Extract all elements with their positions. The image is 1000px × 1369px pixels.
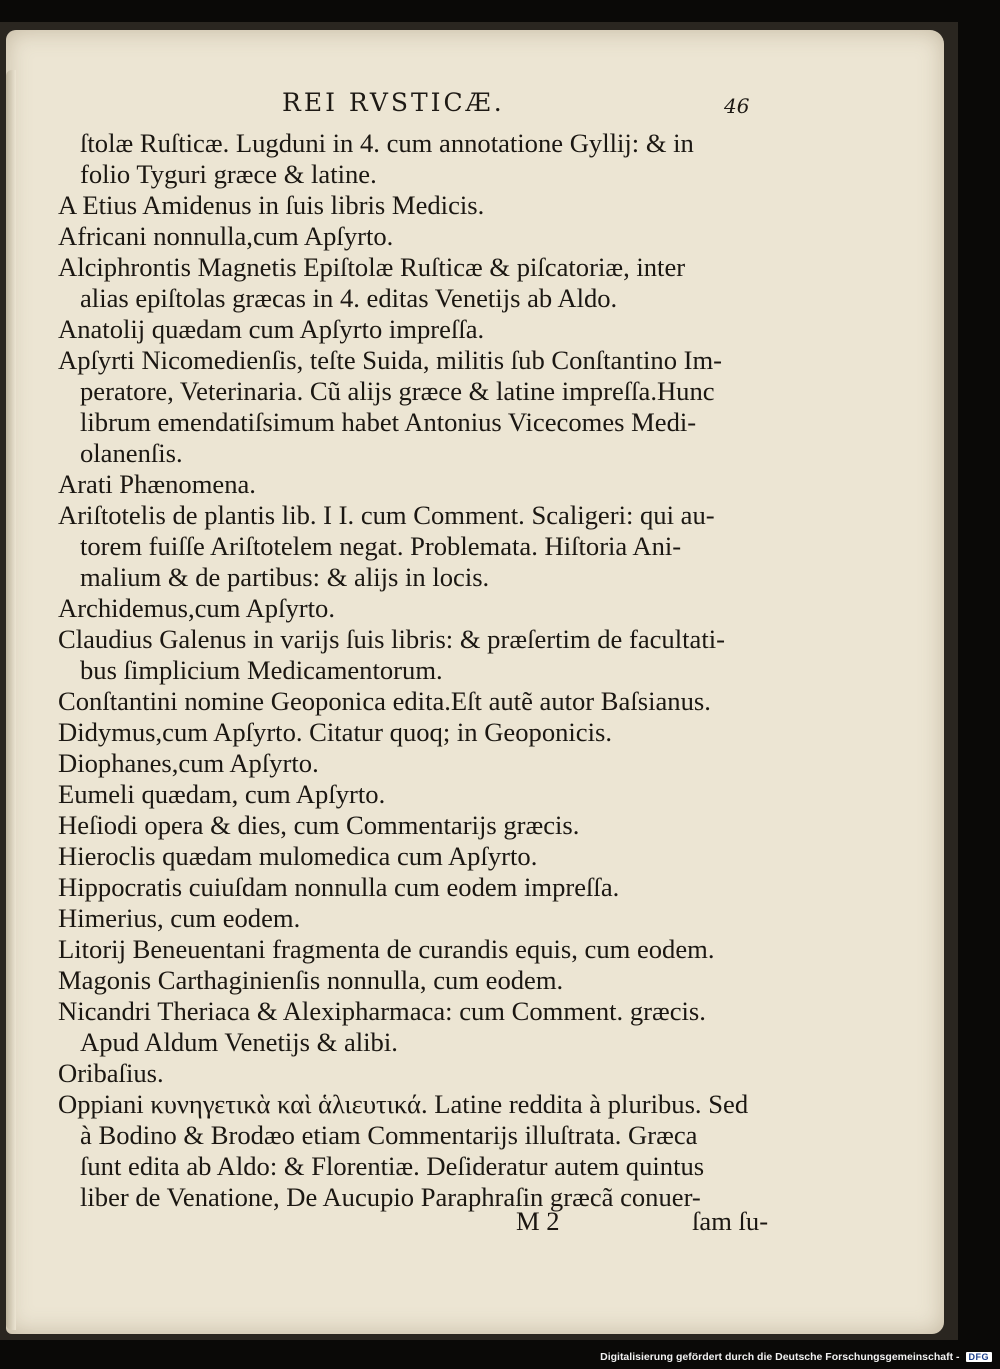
text-line: Nicandri Theriaca & Alexipharmaca: cum Comment. græcis.	[58, 996, 706, 1026]
digitization-credit	[600, 1351, 992, 1363]
text-line: torem fuiſſe Ariſtotelem negat. Problemata. Hiſtoria Ani-	[80, 531, 682, 561]
text-line: Hieroclis quædam mulomedica cum Apſyrto.	[58, 841, 538, 871]
text-line: Litorij Beneuentani fragmenta de curandis equis, cum eodem.	[58, 934, 715, 964]
text-line: olanenſis.	[80, 438, 183, 468]
text-line: Anatolij quædam cum Apſyrto impreſſa.	[58, 314, 485, 344]
text-line: peratore, Veterinaria. Cũ alijs græce & latine impreſſa.Hunc	[80, 376, 715, 406]
page-number: 46	[724, 94, 750, 118]
text-line: Conſtantini nomine Geoponica edita.Eſt autẽ autor Baſsianus.	[58, 686, 711, 716]
text-line: liber de Venatione, De Aucupio Paraphraſin græcã conuer-	[80, 1182, 701, 1212]
text-line: bus ſimplicium Medicamentorum.	[80, 655, 443, 685]
text-line: malium & de partibus: & alijs in locis.	[80, 562, 490, 592]
text-line: Apud Aldum Venetijs & alibi.	[80, 1027, 398, 1057]
text-line: Ariſtotelis de plantis lib. I I. cum Comment. Scaligeri: qui au-	[58, 500, 715, 530]
text-line: folio Tyguri græce & latine.	[80, 159, 377, 189]
credit-text: Digitalisierung gefördert durch die Deutsche Forschungsgemeinschaft -	[600, 1351, 960, 1363]
text-line: Eumeli quædam, cum Apſyrto.	[58, 779, 386, 809]
text-line: Archidemus,cum Apſyrto.	[58, 593, 335, 623]
text-line: à Bodino & Brodæo etiam Commentarijs illuſtrata. Græca	[80, 1120, 698, 1150]
text-line: Diophanes,cum Apſyrto.	[58, 748, 319, 778]
text-line: librum emendatiſsimum habet Antonius Vicecomes Medi-	[80, 407, 697, 437]
page-edge	[6, 70, 16, 1330]
text-line: ſunt edita ab Aldo: & Florentiæ. Deſideratur autem quintus	[80, 1151, 705, 1181]
text-line: Didymus,cum Apſyrto. Citatur quoq; in Geoponicis.	[58, 717, 613, 747]
signature-mark: M 2	[516, 1206, 560, 1236]
running-head: REI RVSTICÆ.	[282, 88, 505, 117]
text-line: Oribaſius.	[58, 1058, 164, 1088]
text-line: Africani nonnulla,cum Apſyrto.	[58, 221, 394, 251]
text-line: A Etius Amidenus in ſuis libris Medicis.	[58, 190, 485, 220]
dfg-logo: DFG	[966, 1352, 993, 1362]
text-line: Alciphrontis Magnetis Epiſtolæ Ruſticæ & piſcatoriæ, inter	[58, 252, 686, 282]
text-line: Hippocratis cuiuſdam nonnulla cum eodem impreſſa.	[58, 872, 620, 902]
text-line: Himerius, cum eodem.	[58, 903, 301, 933]
text-block	[58, 128, 793, 1213]
text-line: Magonis Carthaginienſis nonnulla, cum eodem.	[58, 965, 564, 995]
catchword: ſam ſu-	[692, 1206, 769, 1236]
text-line: Oppiani κυνηγετικὰ καὶ ἁλιευτικά. Latine reddita à pluribus. Sed	[58, 1089, 749, 1119]
text-line: Arati Phænomena.	[58, 469, 256, 499]
text-line: Apſyrti Nicomedienſis, teſte Suida, militis ſub Conſtantino Im-	[58, 345, 723, 375]
text-line: Heſiodi opera & dies, cum Commentarijs græcis.	[58, 810, 580, 840]
text-line: alias epiſtolas græcas in 4. editas Venetijs ab Aldo.	[80, 283, 618, 313]
text-line: Claudius Galenus in varijs ſuis libris: & præſertim de facultati-	[58, 624, 725, 654]
text-line: ſtolæ Ruſticæ. Lugduni in 4. cum annotatione Gyllij: & in	[80, 128, 694, 158]
